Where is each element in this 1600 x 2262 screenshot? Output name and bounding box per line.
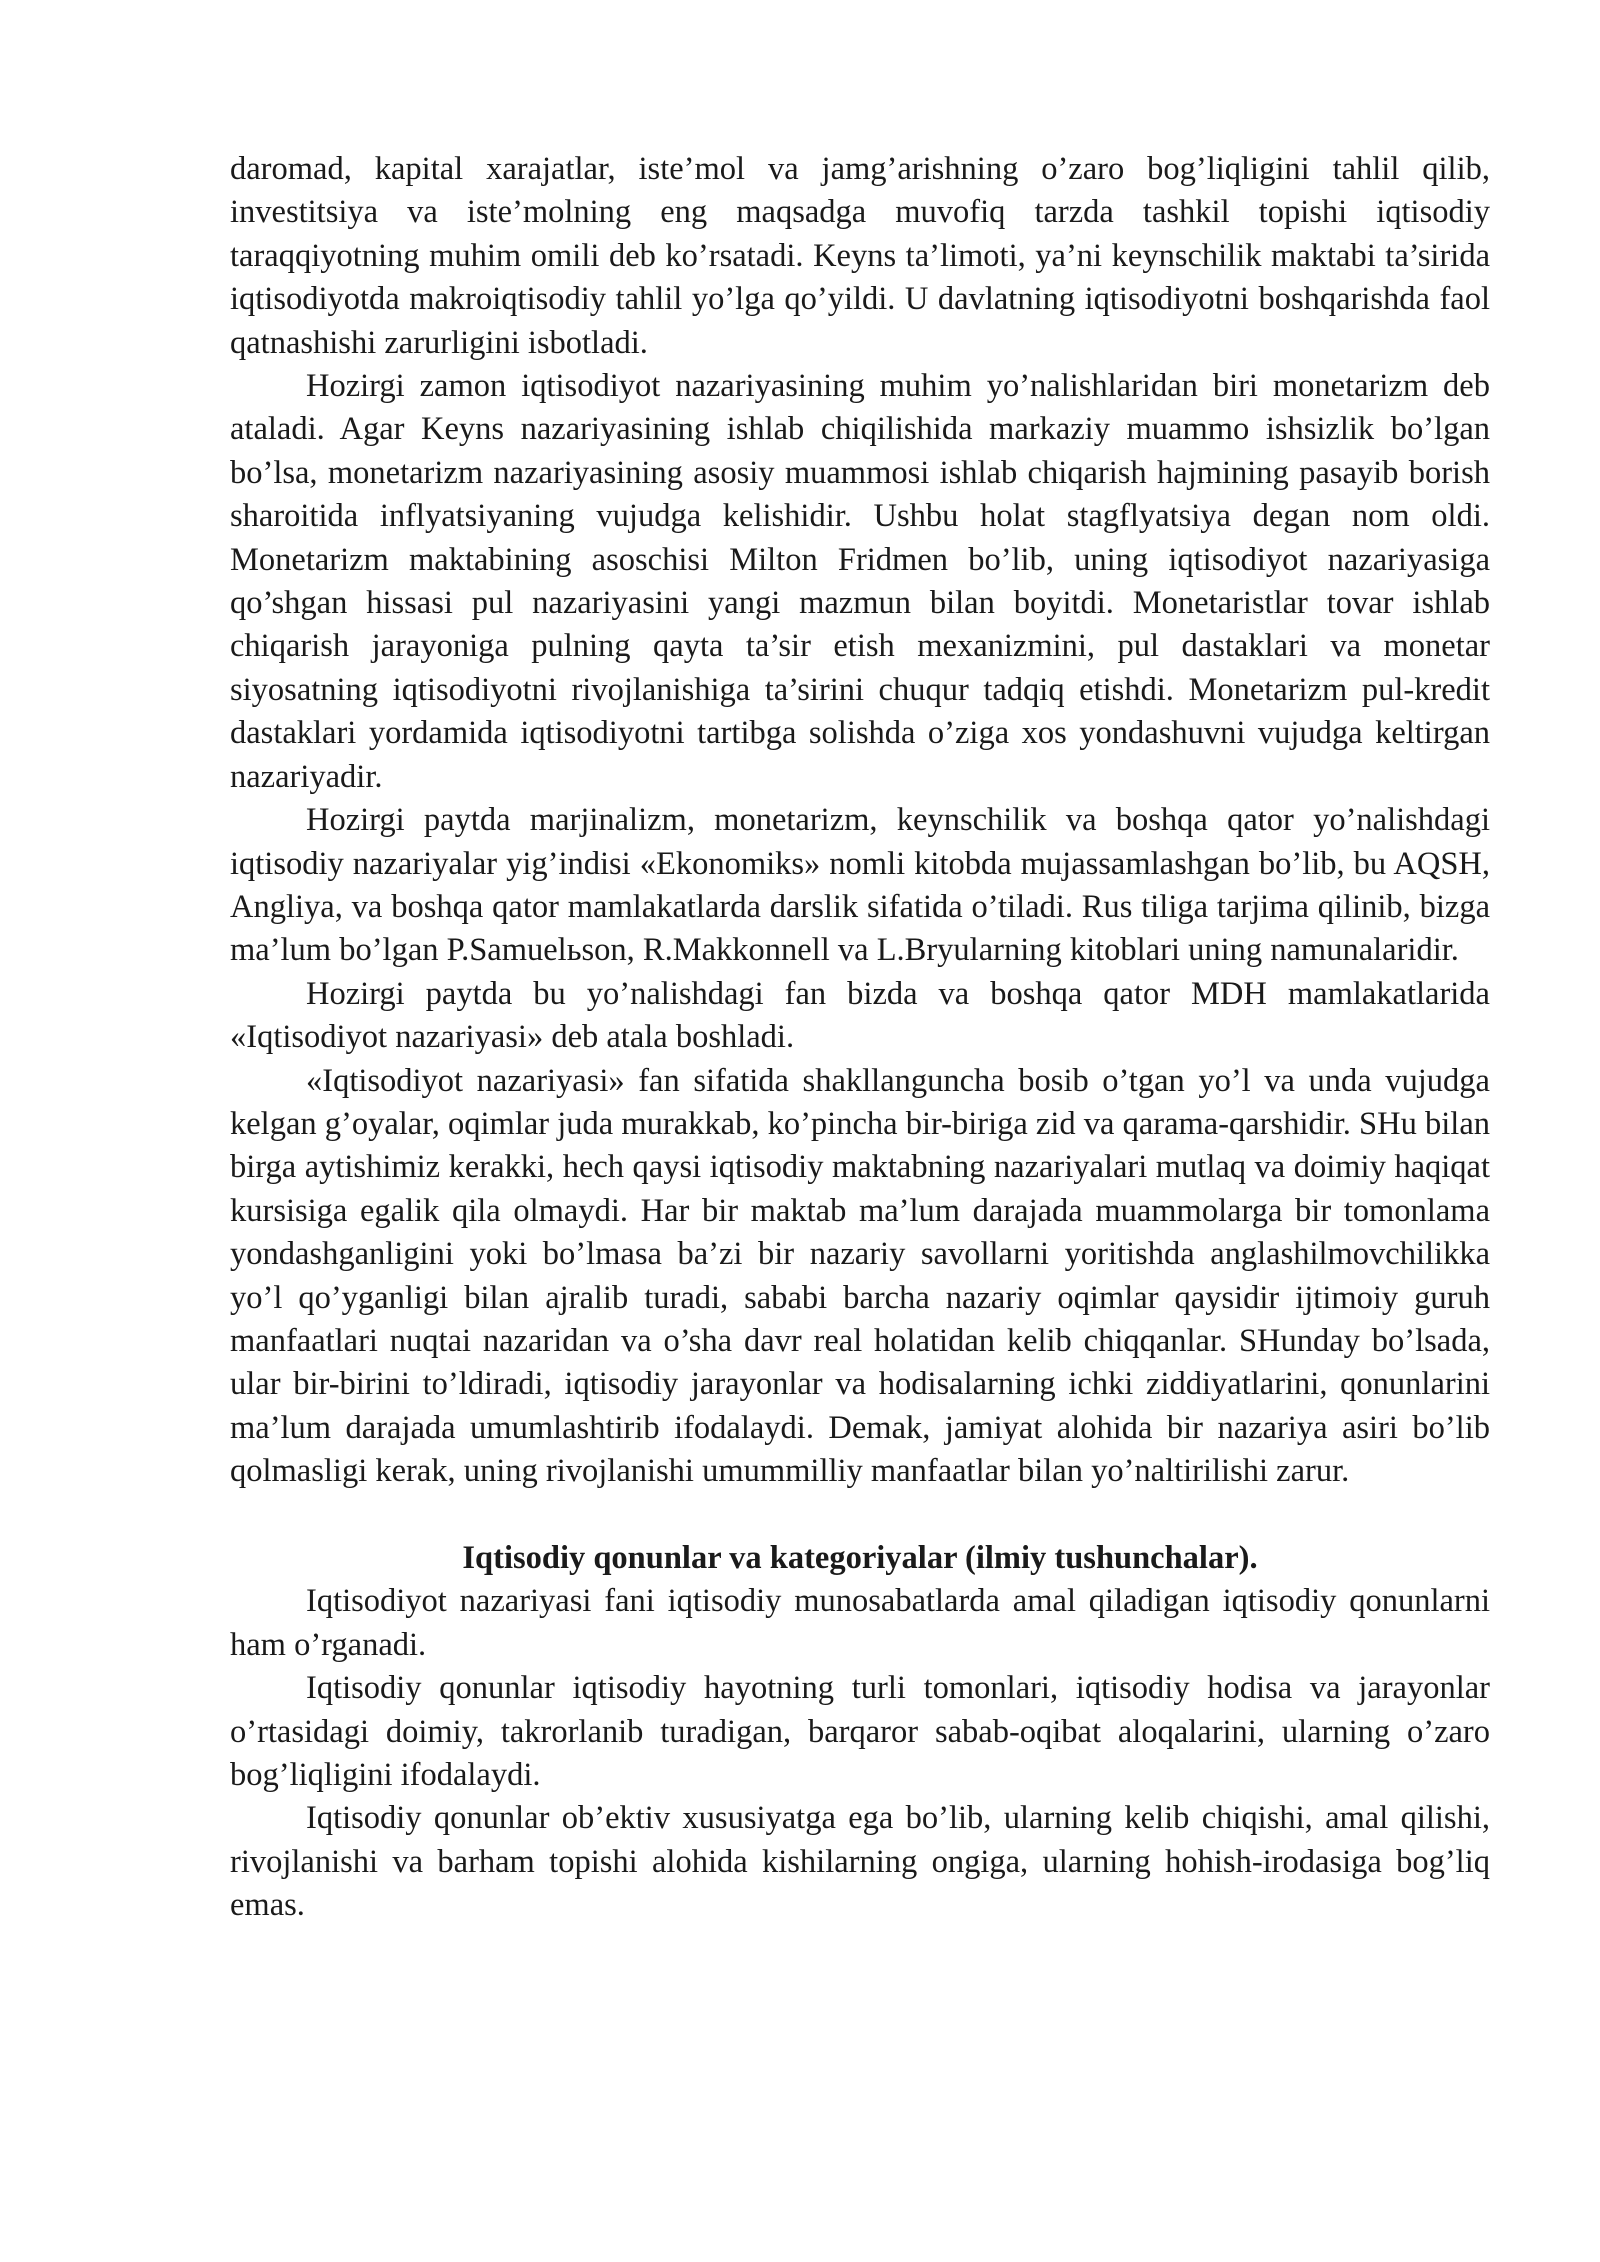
section-heading: Iqtisodiy qonunlar va kategoriyalar (ilmiy tushunchalar). (462, 1539, 1258, 1576)
paragraph-monetarism: Hozirgi zamon iqtisodiyot nazariyasining muhim yo’nalishlaridan biri monetarizm deb ataladi. Agar Keyns nazariyasining ishlab chiqilishida markaziy muammo ishsizlik bo’lgan bo’lsa, monetarizm nazariyasining asosiy muammosi ishlab chiqarish hajmining pasayib borish sharoitida inflyatsiyaning vujudga kelishidir. Ushbu holat stagflyatsiya degan nom oldi. Monetarizm maktabining asoschisi Milton Fridmen bo’lib, uning iqtisodiyot nazariyasiga qo’shgan hissasi pul nazariyasini yangi mazmun bilan boyitdi. Monetaristlar tovar ishlab chiqarish jarayoniga pulning qayta ta’sir etish mexanizmini, pul dastaklari va monetar siyosatning iqtisodiyotni rivojlanishiga ta’sirini chuqur tadqiq etishdi. Monetarizm pul-kredit dastaklari yordamida iqtisodiyotni tartibga solishda o’ziga xos yondashuvni vujudga keltirgan nazariyadir. (230, 368, 1490, 795)
paragraph-economics-book: Hozirgi paytda marjinalizm, monetarizm, keynschilik va boshqa qator yo’nalishdagi iqtisodiy nazariyalar yig’indisi «Ekonomiks» nomli kitobda mujassamlashgan bo’lib, bu AQSH, Angliya, va boshqa qator mamlakatlarda darslik sifatida o’tiladi. Rus tiliga tarjima qilinib, bizga ma’lum bo’lgan P.Samuelьson, R.Makkonnell va L.Bryularning kitoblari uning namunalaridir. (230, 802, 1490, 969)
paragraph-schools-conclusion: «Iqtisodiyot nazariyasi» fan sifatida shakllanguncha bosib o’tgan yo’l va unda vujudga kelgan g’oyalar, oqimlar juda murakkab, ko’pincha bir-biriga zid va qarama-qarshidir. SHu bilan birga aytishimiz kerakki, hech qaysi iqtisodiy maktabning nazariyalari mutlaq va doimiy haqiqat kursisiga egalik qila olmaydi. Har bir maktab ma’lum darajada muammolarga bir tomonlama yondashganligini yoki bo’lmasa ba’zi bir nazariy savollarni yoritishda anglashilmovchilikka yo’l qo’yganligi bilan ajralib turadi, sababi barcha nazariy oqimlar qaysidir ijtimoiy guruh manfaatlari nuqtai nazaridan va o’sha davr real holatidan kelib chiqqanlar. SHunday bo’lsada, ular bir-birini to’ldiradi, iqtisodiy jarayonlar va hodisalarning ichki ziddiyatlarini, qonunlarini ma’lum darajada umumlashtirib ifodalaydi. Demak, jamiyat alohida bir nazariya asiri bo’lib qolmasligi kerak, uning rivojlanishi umummilliy manfaatlar bilan yo’naltirilishi zarur. (230, 1062, 1490, 1490)
paragraph-laws-objective: Iqtisodiy qonunlar ob’ektiv xususiyatga ega bo’lib, ularning kelib chiqishi, amal qilishi, rivojlanishi va barham topishi alohida kishilarning ongiga, ularning hohish-irodasiga bog’liq emas. (230, 1800, 1490, 1924)
document-page (230, 148, 1490, 1928)
paragraph-cis-name: Hozirgi paytda bu yo’nalishdagi fan bizda va boshqa qator MDH mamlakatlarida «Iqtisodiyot nazariyasi» deb atala boshladi. (230, 975, 1490, 1056)
paragraph-laws-definition: Iqtisodiy qonunlar iqtisodiy hayotning turli tomonlari, iqtisodiy hodisa va jarayonlar o’rtasidagi doimiy, takrorlanib turadigan, barqaror sabab-oqibat aloqalarini, ularning o’zaro bog’liqligini ifodalaydi. (230, 1670, 1490, 1794)
paragraph-keynes-continuation: daromad, kapital xarajatlar, iste’mol va jamg’arishning o’zaro bog’liqligini tahlil qilib, investitsiya va iste’molning eng maqsadga muvofiq tarzda tashkil topishi iqtisodiy taraqqiyotning muhim omili deb ko’rsatadi. Keyns ta’limoti, ya’ni keynschilik maktabi ta’sirida iqtisodiyotda makroiqtisodiy tahlil yo’lga qo’yildi. U davlatning iqtisodiyotni boshqarishda faol qatnashishi zarurligini isbotladi. (230, 151, 1490, 361)
paragraph-laws-intro: Iqtisodiyot nazariyasi fani iqtisodiy munosabatlarda amal qiladigan iqtisodiy qonunlarni ham o’rganadi. (230, 1583, 1490, 1663)
